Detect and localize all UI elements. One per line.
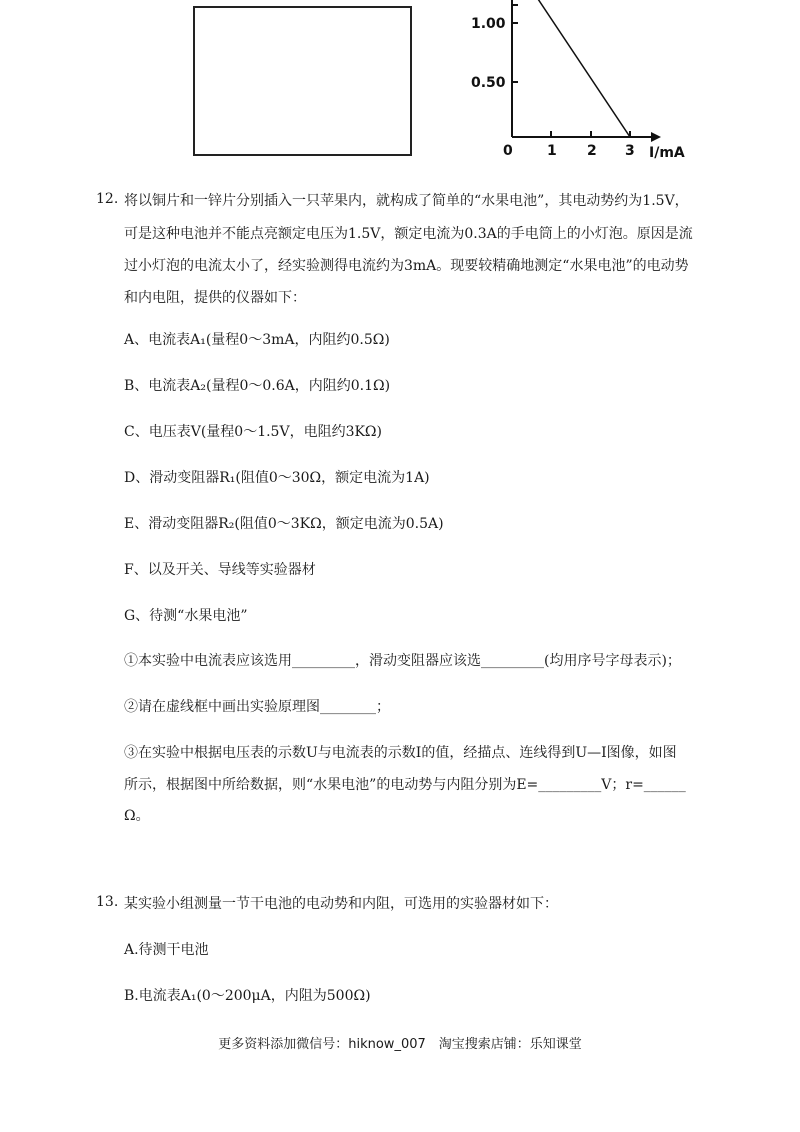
y-tick-label: 0.50 — [471, 75, 506, 91]
x-tick-label: 0 — [503, 143, 513, 159]
x-tick-label: 3 — [625, 143, 635, 159]
u-i-graph — [465, 0, 695, 165]
q13-option-b: B.电流表A₁(0～200μA，内阻为500Ω) — [124, 988, 371, 1004]
x-axis-unit: I/mA — [649, 145, 685, 161]
sub-question-2: ②请在虚线框中画出实验原理图________； — [124, 699, 390, 715]
option-e: E、滑动变阻器R₂(阻值0～3KΩ，额定电流为0.5A) — [124, 516, 444, 532]
y-tick-label: 1.00 — [471, 16, 506, 32]
option-c: C、电压表V(量程0～1.5V，电阻约3KΩ) — [124, 424, 383, 440]
sub-question-3: 所示，根据图中所给数据，则“水果电池”的电动势与内阻分别为E=_________V；r=______ — [124, 777, 686, 793]
page-footer: 更多资料添加微信号：hiknow_007 淘宝搜索店铺：乐知课堂 — [218, 1037, 582, 1052]
question-12-line: 可是这种电池并不能点亮额定电压为1.5V，额定电流为0.3A的手电筒上的小灯泡。原因是流 — [124, 226, 693, 242]
option-g: G、待测“水果电池” — [124, 608, 248, 624]
sub-question-1: ①本实验中电流表应该选用_________，滑动变阻器应该选_________(均用序号字母表示)； — [124, 653, 681, 669]
q13-option-a: A.待测干电池 — [124, 942, 209, 958]
question-12-number: 12. — [96, 191, 119, 207]
question-12-line: 将以铜片和一锌片分别插入一只苹果内，就构成了简单的“水果电池”，其电动势约为1.5V， — [124, 193, 689, 209]
question-13-number: 13. — [96, 894, 119, 910]
sub-question-3: ③在实验中根据电压表的示数U与电流表的示数I的值，经描点、连线得到U—I图像，如图 — [124, 745, 677, 761]
option-a: A、电流表A₁(量程0～3mA，内阻约0.5Ω) — [124, 332, 390, 348]
x-tick-label: 1 — [547, 143, 557, 159]
option-f: F、以及开关、导线等实验器材 — [124, 562, 316, 578]
sub-question-3: Ω。 — [124, 808, 150, 824]
series-line — [512, 0, 630, 137]
option-b: B、电流表A₂(量程0～0.6A，内阻约0.1Ω) — [124, 378, 391, 394]
question-13-line: 某实验小组测量一节干电池的电动势和内阻，可选用的实验器材如下： — [124, 896, 558, 912]
question-12-line: 过小灯泡的电流太小了，经实验测得电流约为3mA。现要较精确地测定“水果电池”的电动势 — [124, 258, 689, 274]
question-12-line: 和内电阻，提供的仪器如下： — [124, 290, 306, 306]
circuit-diagram-box — [193, 6, 412, 156]
option-d: D、滑动变阻器R₁(阻值0～30Ω，额定电流为1A) — [124, 470, 430, 486]
x-axis-arrow — [651, 132, 661, 142]
x-tick-label: 2 — [587, 143, 597, 159]
